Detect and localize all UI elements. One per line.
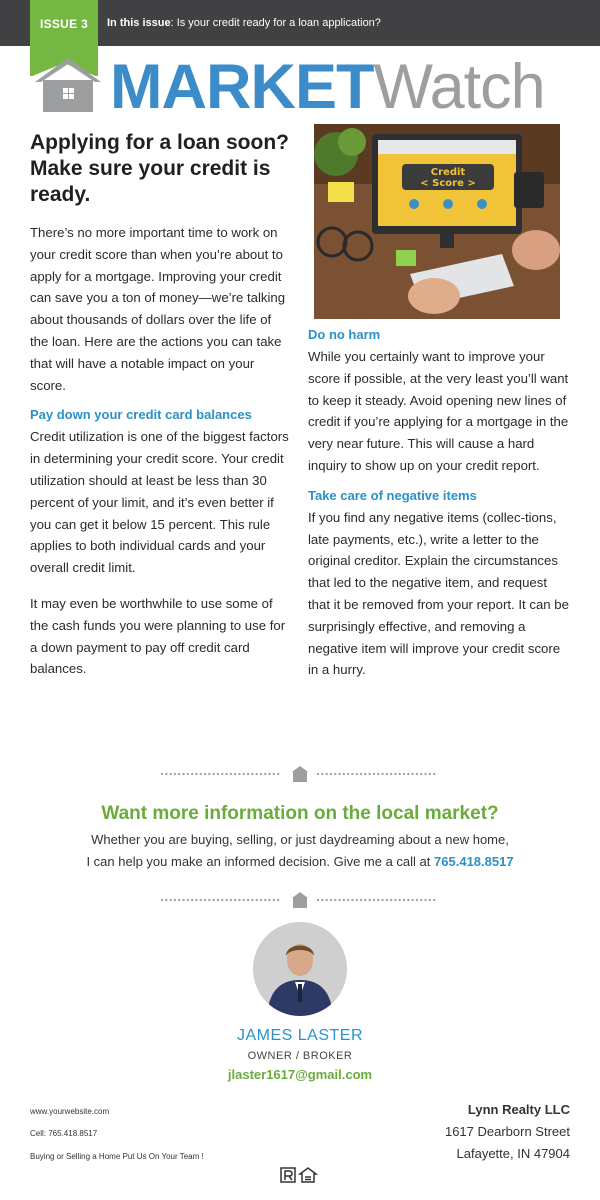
house-sign-icon [292,766,308,782]
cta-line-2-text: I can help you make an informed decision. Give me a call at [86,854,431,869]
article-intro: There’s no more important time to work on your credit score than when you’re about to apply for a mortgage. Improving your credit can save you a ton of money—we’re talking about thousands of dollars over the life of the loan. Here are the actions you can take that will have a notable impact on your score. [30,225,286,393]
brand-logo [110,52,545,122]
photo-credit-text: Credit [430,167,466,178]
realtor-equal-housing-icon [280,1166,320,1186]
issue-label: ISSUE 3 [39,17,89,31]
footer-street: 1617 Dearborn Street [444,1124,570,1139]
agent-name: JAMES LASTER [236,1027,364,1044]
footer-slogan: Buying or Selling a Home Put Us On Your Team ! [30,1152,204,1161]
dotted-divider-bottom [160,890,440,910]
section-do-no-harm-paragraph: While you certainly want to improve your score if possible, at the very least you’ll want to keep it steady. Avoid opening new lines of credit if you’re applying for a mortgage in the very near future. This will cause a hard inquiry to show up on your credit report. [308,349,569,473]
issue-topic [107,17,381,29]
article-right-column [308,326,570,681]
cta-line-2 [0,854,600,869]
credit-score-photo [314,124,560,319]
agent-role: OWNER / BROKER [247,1050,353,1062]
cta-title: Want more information on the local market? [101,803,499,824]
section-pay-down-paragraph-1: Credit utilization is one of the biggest factors in determining your credit score. Your credit utilization should at least be less than 30 percent of your limit, and it’s even better if you can get it below 15 percent. This rule applies to both individual cards and your overall credit limit. [30,429,289,576]
brand-market: MARKET [110,52,374,122]
cta-line-1: Whether you are buying, selling, or just daydreaming about a new home, [91,832,509,847]
footer-city: Lafayette, IN 47904 [456,1146,570,1161]
section-heading-do-no-harm: Do no harm [308,327,381,342]
in-this-issue-label: In this issue [107,17,171,29]
in-this-issue-text: : Is your credit ready for a loan application? [170,17,381,29]
house-icon [33,56,103,112]
article-headline: Applying for a loan soon? Make sure your credit is ready. [30,131,289,206]
footer-company: Lynn Realty LLC [467,1102,570,1117]
section-pay-down-paragraph-2: It may even be worthwhile to use some of the cash funds you were planning to use for a down payment to pay off credit card balances. [30,595,286,677]
agent-avatar [253,922,347,1016]
brand-watch: Watch [373,52,545,122]
section-heading-pay-down: Pay down your credit card balances [30,407,252,423]
article-left-column [30,130,292,680]
dotted-divider-top [160,764,440,784]
footer-website-link[interactable]: www.yourwebsite.com [30,1107,110,1116]
cta-phone-link[interactable]: 765.418.8517 [434,854,514,869]
footer-cell: Cell: 765.418.8517 [30,1129,98,1138]
section-negative-items-paragraph: If you find any negative items (collec-tions, late payments, etc.), write a letter to the original creditor. Explain the circumstances that led to the negative item, and request that it be removed from your report. It can be surprisingly effective, and removing a negative item will improve your credit score in a hurry. [308,509,569,678]
section-heading-negative-items: Take care of negative items [308,487,477,503]
photo-score-text: < Score > [420,178,476,189]
agent-email-link[interactable]: jlaster1617@gmail.com [227,1067,373,1082]
house-sign-icon [292,892,308,908]
